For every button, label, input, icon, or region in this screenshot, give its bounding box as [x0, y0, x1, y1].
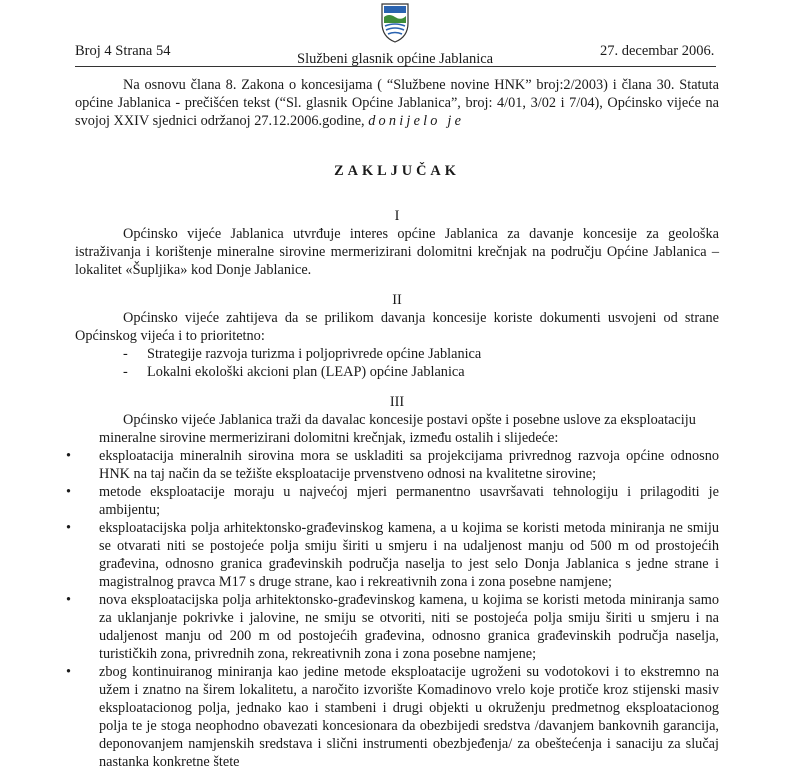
list-item — [75, 363, 719, 381]
header-divider — [75, 66, 716, 67]
list-item — [66, 447, 719, 483]
intro-paragraph — [75, 76, 719, 130]
section-2-numeral: II — [392, 292, 402, 308]
dash-marker: - — [123, 364, 128, 380]
issue-date: 27. decembar 2006. — [600, 43, 715, 59]
intro-verdict: donijelo je — [368, 113, 465, 129]
dash-marker: - — [123, 346, 128, 362]
list-item-text: metode eksploatacije moraju u najvećoj mjeri permanentno usavršavati tehnologiju i prilagoditi je ambijentu; — [99, 484, 719, 518]
section-1-text: Općinsko vijeće Jablanica utvrđuje interes općine Jablanica za davanje koncesije za geološka istraživanja i korištenje mineralne sirovine mermerizirani dolomitni krečnjak na području Općine Jablanica – lokalitet «Šupljika» kod Donje Jablanice. — [75, 226, 719, 278]
list-item — [66, 483, 719, 519]
list-item — [66, 663, 719, 771]
bullet-marker: • — [66, 592, 72, 608]
gazette-title: Službeni glasnik općine Jablanica — [297, 51, 494, 67]
list-item-text: Strategije razvoja turizma i poljoprivrede općine Jablanica — [147, 346, 482, 362]
list-item-text: zbog kontinuiranog miniranja kao jedine metode eksploatacije ugroženi su vodotokovi i to ekstremno na užem i znatno na širem lokalitetu, a naročito izvorište Komadinovo vrelo koje protiče kroz stijenski masiv eksploatacionog polja, jednako kao i stambeni i drugi objekti u okruženju predmetnog eksploatacionog polja te je stoga neophodno obavezati koncesionara da obezbijedi sredstva /davanjem bankovnih garancija, deponovanjem namjenskih sredstava i slični instrumenti obezbjeđenja/ za obeštećenja i sanaciju za slučaj nastanka konkretne štete — [99, 664, 719, 770]
list-item-text: eksploatacija mineralnih sirovina mora se uskladiti sa projekcijama privrednog razvoja općine odnosno HNK na taj način da se težište eksploatacije prvenstveno odnosi na kvalitetne sirovine; — [99, 448, 719, 482]
intro-text: Na osnovu člana 8. Zakona o koncesijama ( “Službene novine HNK” broj:2/2003) i člana 30. Statuta općine Jablanica - prečišćen tekst (“Sl. glasnik Općine Jablanica”, broj: 4/01, 3/02 i 7/04), Općinsko vijeće na svojoj XXIV sjednici održanoj 27.12.2006.godine, — [75, 77, 719, 129]
list-item — [75, 345, 719, 363]
list-item-text: Lokalni ekološki akcioni plan (LEAP) općine Jablanica — [147, 364, 465, 380]
section-3-text-line-1: Općinsko vijeće Jablanica traži da davalac koncesije postavi opšte i posebne uslove za eksploataciju — [123, 412, 696, 428]
bullet-marker: • — [66, 484, 72, 500]
priority-document-list — [75, 345, 719, 381]
bullet-marker: • — [66, 448, 72, 464]
list-item-text: eksploatacijska polja arhitektonsko-građevinskog kamena, a u kojima se koristi metoda miniranja ne smiju se otvarati niti se postojeće polja smiju širiti u smjeru i na udaljenost manju od 500 m od prostojećih građevina, odnosno granica građevinskih područja naselja to jest selo Donja Jablanica s jedne strane i magistralnog pravca M17 s druge strane, kao i rekreativnih zona i zona posebne namjene; — [99, 520, 719, 590]
list-item — [66, 519, 719, 591]
document-body — [66, 76, 719, 771]
section-3-text-line-2: mineralne sirovine mermerizirani dolomitni krečnjak, između ostalih i slijedeće: — [99, 430, 559, 446]
section-2-text: Općinsko vijeće zahtijeva da se prilikom davanja koncesije koriste dokumenti usvojeni od strane Općinskog vijeća i to prioritetno: — [75, 310, 719, 344]
document-title: ZAKLJUČAK — [334, 163, 460, 179]
section-1-numeral: I — [394, 208, 400, 224]
municipality-crest-icon — [380, 1, 410, 43]
list-item-text: nova eksploatacijska polja arhitektonsko-građevinskog kamena, u kojima se koristi metoda miniranja samo za uklanjanje pokrivke i jalovine, ne smiju se otvoriti, niti se postojeća polja smiju širiti u smjeru i na udaljenost manju od 200 m od postojećih građevina, odnosno granica građevinskih područja naselja, turističkih zona, privrednih zona, rekreativnih zona i zona posebne namjene; — [99, 592, 719, 662]
bullet-marker: • — [66, 520, 72, 536]
conditions-list — [66, 447, 719, 771]
section-3-numeral: III — [389, 394, 405, 410]
issue-page-number: Broj 4 Strana 54 — [75, 43, 171, 59]
list-item — [66, 591, 719, 663]
bullet-marker: • — [66, 664, 72, 680]
